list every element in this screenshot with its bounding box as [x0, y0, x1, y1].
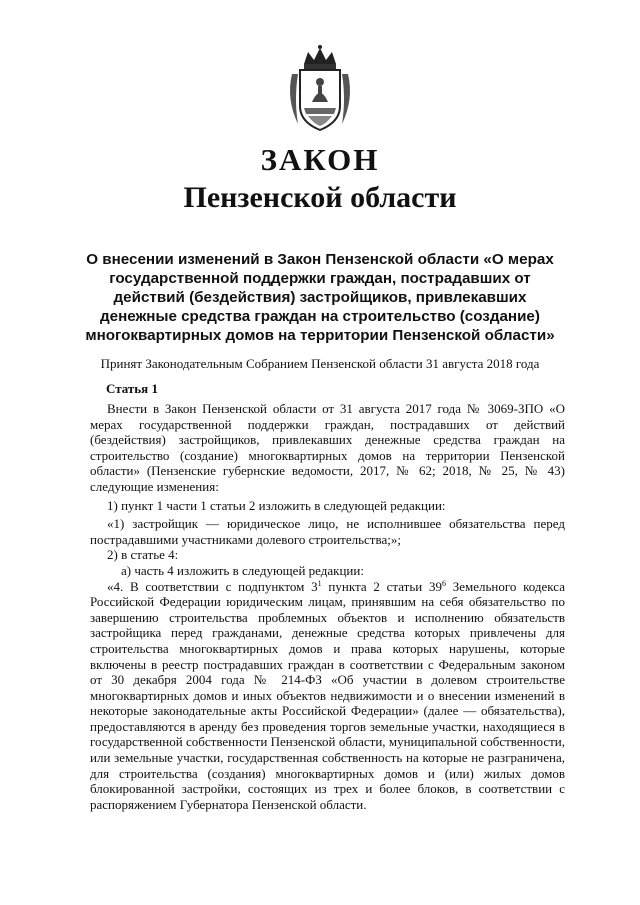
item-2: 2) в статье 4: — [107, 547, 179, 563]
superscript-2: 6 — [441, 578, 446, 588]
document-title: ЗАКОН — [260, 142, 380, 177]
item-2a-text-part2: пункта 2 статьи 39 — [321, 578, 442, 594]
item-2a-text-part1: «4. В соответствии с подпунктом 3 — [107, 578, 318, 594]
item-2a: а) часть 4 изложить в следующей редакции: — [121, 562, 364, 578]
coat-of-arms-icon — [284, 44, 356, 134]
law-name: О внесении изменений в Закон Пензенской области «О мерах государственной поддержки граждан, пострадавших от действий (бездействия) застройщиков, привлекавших денежные средства граждан на строительство (создание) многоквартирных домов на территории Пензенской области» — [85, 251, 555, 344]
article-body — [90, 401, 565, 812]
article-intro: Внести в Закон Пензенской области от 31 августа 2017 года № 3069-ЗПО «О мерах государственной поддержки граждан, пострадавших от действий (бездействия) застройщиков, привлекавших денежные средства граждан на строительство (создание) многоквартирных домов на территории Пензенской области» (Пензенские губернские ведомости, 2017, № 62; 2018, № 25, № 43) следующие изменения: — [90, 401, 565, 494]
document-subtitle: Пензенской области — [183, 181, 457, 214]
item-2a-text-part3: Земельного кодекса Российской Федерации юридическим лицам, принявшим на себя обязательство по завершению строительства проблемных объектов и исполнению обязательств застройщика перед гражданами, денежные средства которых привлечены для строительства многоквартирных домов и права которых нарушены, которые включены в реестр пострадавших граждан в соответствии с Федеральным законом от 30 декабря 2004 года № 214-ФЗ «Об участии в долевом строительстве многоквартирных домов и иных объектов недвижимости и о внесении изменений в некоторые законодательные акты Российской Федерации» (далее — обязательства), предоставляются в аренду без проведения торгов земельные участки, находящиеся в государственной собственности Пензенской области, муниципальной собственности, или земельные участки, государственная собственность на которые не разграничена, для строительства (создания) многоквартирных домов и (или) жилых домов блокированной застройки, состоящих из трех и более блоков, в соответствии с распоряжением Губернатора Пензенской области. — [90, 578, 565, 812]
adoption-line: Принят Законодательным Собранием Пензенской области 31 августа 2018 года — [100, 356, 540, 371]
superscript-1: 1 — [317, 578, 322, 588]
item-2a-text — [90, 579, 565, 813]
item-1: 1) пункт 1 части 1 статьи 2 изложить в следующей редакции: — [107, 497, 446, 513]
item-1-text: «1) застройщик — юридическое лицо, не исполнившее обязательства перед пострадавшими участниками долевого строительства;»; — [90, 516, 565, 547]
article-heading: Статья 1 — [106, 381, 158, 396]
